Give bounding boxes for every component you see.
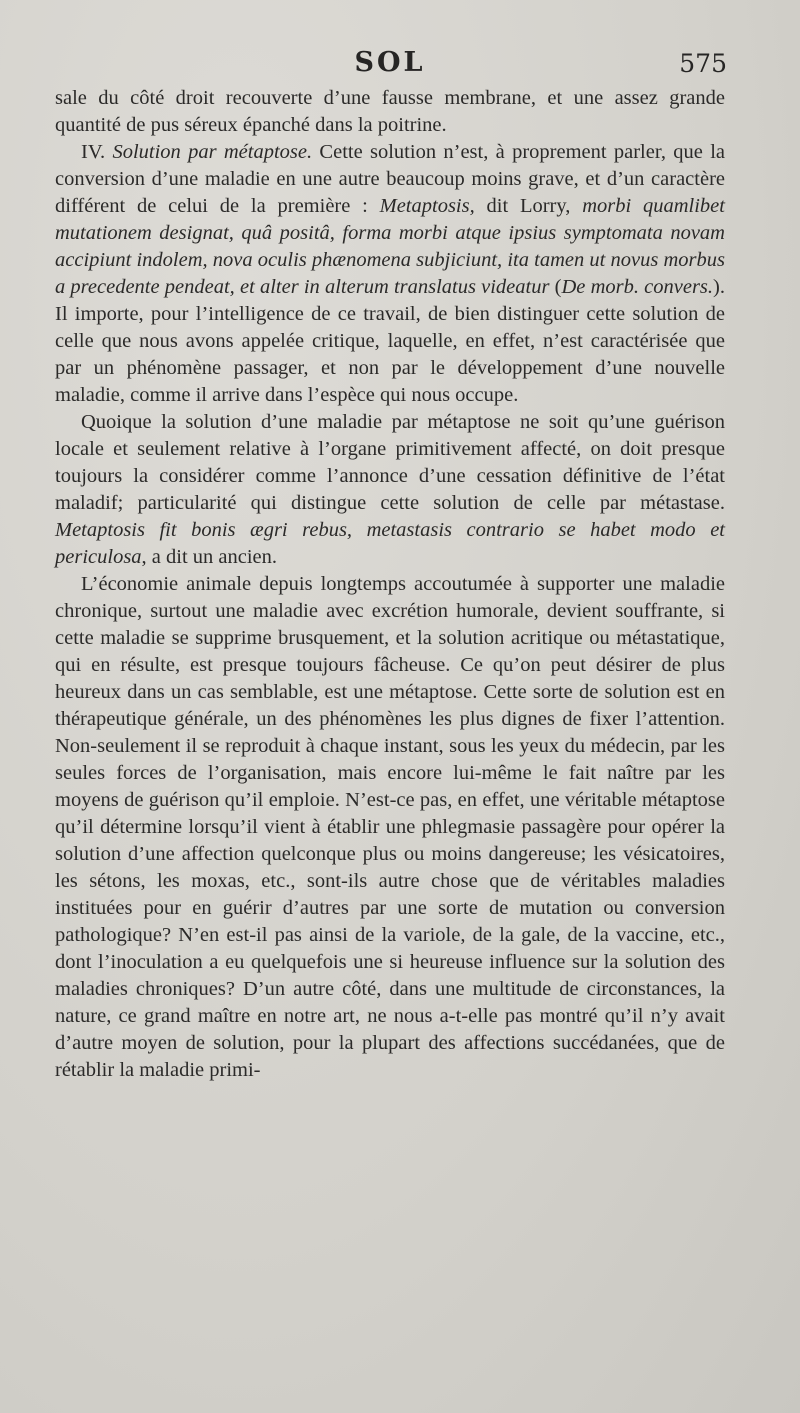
text-run: Quoique la solution d’une maladie par métaptose ne soit qu’une guérison locale et seulement relative à l’organe primitivement affecté, on doit presque toujours la considérer comme l’annonce d’une cessation définitive de l’état maladif; particularité qui distingue cette solution de celle par métastase.: [55, 411, 725, 514]
book-page: [55, 45, 725, 1084]
body-text: [55, 85, 725, 1084]
text-run: dit Lorry,: [474, 195, 583, 217]
text-run: , a dit un ancien.: [141, 546, 278, 568]
text-run: Cette solution n’est, à proprement parler, que la conversion d’une maladie en une autre beaucoup moins grave, et d’un caractère différent de celui de la première :: [55, 141, 725, 217]
paragraph-metaptose: [55, 139, 725, 409]
italic-run: Metaptosis,: [379, 195, 475, 217]
text-run: (: [549, 276, 562, 298]
paragraph-economie: [55, 571, 725, 1084]
italic-run: morbi quamlibet mutationem designat, quâ positâ, forma morbi atque ipsius symptomata novam accipiunt indolem, nova oculis phænomena subjiciunt, ita tamen ut novus morbus a precedente pendeat, et alter in alterum translatus videatur: [55, 195, 725, 298]
paragraph-continuation: [55, 85, 725, 139]
text-run: ). Il importe, pour l’intelligence de ce travail, de bien distinguer cette solution de celle que nous avons appelée critique, laquelle, en effet, n’est caractérisée que par un phénomène passager, et non par le développement d’une nouvelle maladie, comme il arrive dans l’espèce qui nous occupe.: [55, 276, 725, 406]
text-run: L’économie animale depuis longtemps accoutumée à supporter une maladie chronique, surtout une maladie avec excrétion humorale, devient souffrante, si cette maladie se supprime brusquement, et la solution acritique ou métastatique, qui en résulte, est presque toujours fâcheuse. Ce qu’on peut désirer de plus heureux dans un cas semblable, est une métaptose. Cette sorte de solution est en thérapeutique générale, un des phénomènes les plus dignes de fixer l’attention. Non-seulement il se reproduit à chaque instant, sous les yeux du médecin, par les seules forces de l’organisation, mais encore lui-même le fait naître par les moyens de guérison qu’il emploie. N’est-ce pas, en effet, une véritable métaptose qu’il détermine lorsqu’il vient à établir une phlegmasie passagère pour opérer la solution d’une affection quelconque plus ou moins dangereuse; les vésicatoires, les sétons, les moxas, etc., sont-ils autre chose que de véritables maladies instituées pour en guérir d’autres par une sorte de mutation ou conversion pathologique? N’en est-il pas ainsi de la variole, de la gale, de la vaccine, etc., dont l’inoculation a eu quelquefois une si heureuse influence sur la solution des maladies chroniques? D’un autre côté, dans une multitude de circonstances, la nature, ce grand maître en notre art, ne nous a-t-elle pas montré qu’il n’y avait d’autre moyen de solution, pour la plupart des affections succédanées, que de rétablir la maladie primi-: [55, 573, 725, 1081]
running-head: [55, 45, 725, 85]
running-title: SOL: [354, 47, 426, 78]
italic-run: Metaptosis fit bonis ægri rebus, metastasis contrario se habet modo et periculosa: [55, 519, 725, 568]
italic-run: De morb. convers.: [561, 276, 714, 298]
text-run: sale du côté droit recouverte d’une fausse membrane, et une assez grande quantité de pus séreux épanché dans la poitrine.: [55, 87, 725, 136]
page-number: 575: [679, 49, 727, 78]
italic-run: Solution par métaptose.: [112, 141, 313, 163]
text-run: IV.: [81, 141, 113, 163]
paragraph-quoique: [55, 409, 725, 571]
